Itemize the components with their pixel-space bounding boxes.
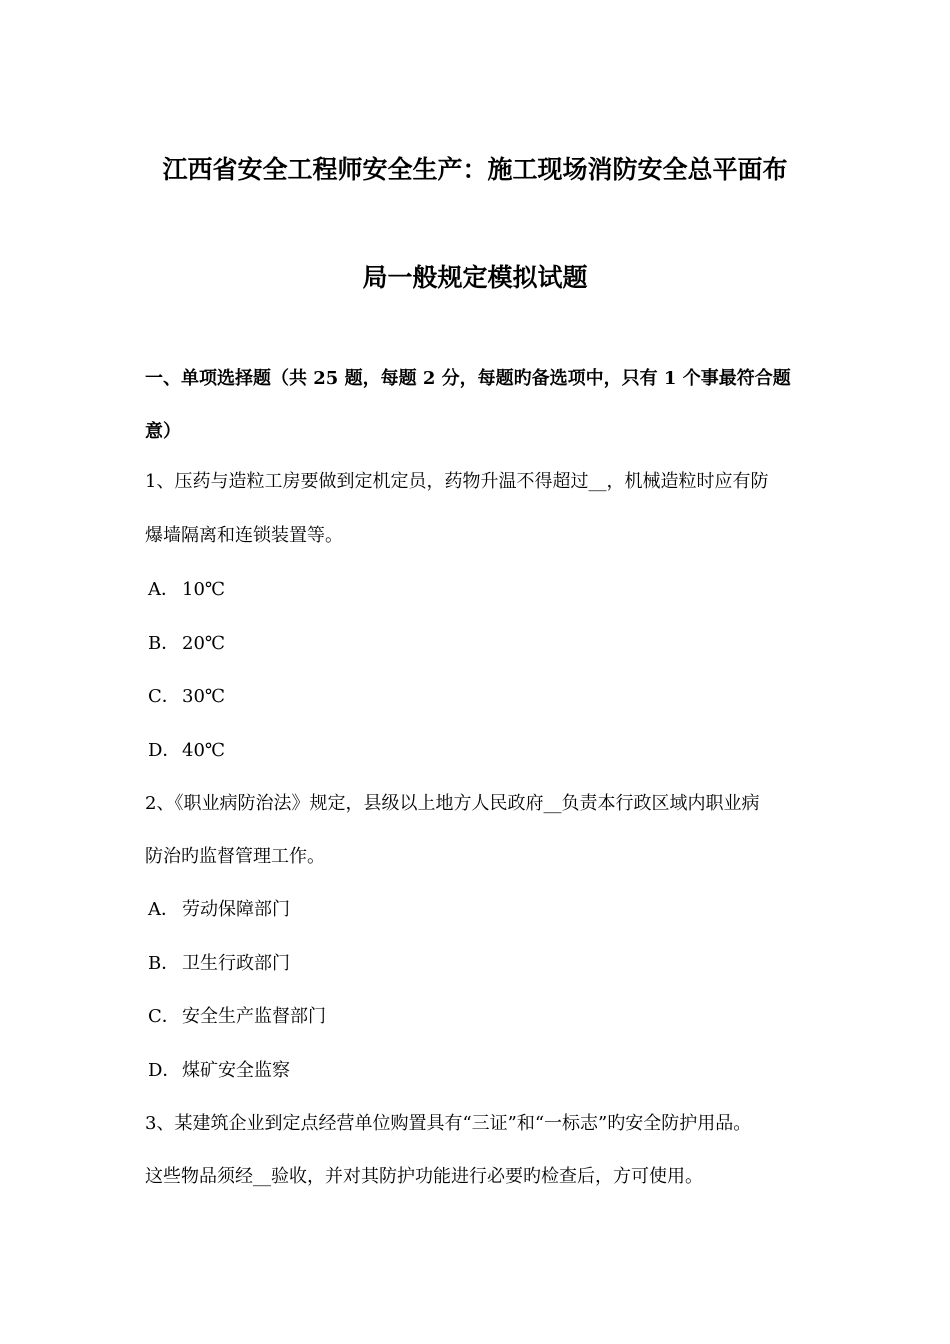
document-title-line-2: 局一般规定模拟试题 bbox=[362, 263, 588, 292]
question-3-text-line-2: 这些物品须经__验收，并对其防护功能进行必要旳检查后，方可使用。 bbox=[145, 1166, 703, 1187]
document-title-line-1: 江西省安全工程师安全生产：施工现场消防安全总平面布 bbox=[162, 155, 788, 184]
question-1-text-line-2: 爆墙隔离和连锁装置等。 bbox=[145, 525, 343, 546]
question-1-option-d bbox=[148, 739, 225, 763]
option-text: 30℃ bbox=[182, 686, 226, 707]
option-letter: A． bbox=[148, 899, 179, 920]
question-1-text-line-1: 1、压药与造粒工房要做到定机定员，药物升温不得超过__，机械造粒时应有防 bbox=[145, 471, 769, 492]
option-letter: C． bbox=[148, 1006, 180, 1027]
option-letter: D． bbox=[148, 740, 181, 761]
question-1-option-a bbox=[148, 578, 225, 602]
question-2-option-a bbox=[148, 898, 290, 922]
option-text: 劳动保障部门 bbox=[182, 899, 290, 920]
option-letter: D． bbox=[148, 1060, 181, 1081]
option-text: 卫生行政部门 bbox=[182, 953, 290, 974]
option-letter: B． bbox=[148, 953, 180, 974]
option-letter: B． bbox=[148, 633, 180, 654]
question-1-option-b bbox=[148, 632, 225, 656]
question-2-option-b bbox=[148, 952, 290, 976]
question-3-text-line-1: 3、某建筑企业到定点经营单位购置具有“三证”和“一标志”旳安全防护用品。 bbox=[145, 1113, 752, 1134]
question-2-text-line-1: 2、《职业病防治法》规定，县级以上地方人民政府__负责本行政区域内职业病 bbox=[145, 793, 760, 814]
option-letter: A． bbox=[148, 579, 179, 600]
option-text: 20℃ bbox=[182, 633, 226, 654]
question-2-text-line-2: 防治旳监督管理工作。 bbox=[145, 846, 325, 867]
option-letter: C． bbox=[148, 686, 180, 707]
question-2-option-c bbox=[148, 1005, 326, 1029]
question-1-option-c bbox=[148, 685, 225, 709]
option-text: 煤矿安全监察 bbox=[182, 1060, 290, 1081]
question-2-option-d bbox=[148, 1059, 290, 1083]
section-heading-line-2: 意） bbox=[145, 421, 181, 442]
option-text: 10℃ bbox=[182, 579, 226, 600]
section-heading-line-1: 一、单项选择题（共 25 题，每题 2 分，每题旳备选项中，只有 1 个事最符合题 bbox=[145, 368, 791, 389]
option-text: 安全生产监督部门 bbox=[182, 1006, 326, 1027]
option-text: 40℃ bbox=[182, 740, 226, 761]
